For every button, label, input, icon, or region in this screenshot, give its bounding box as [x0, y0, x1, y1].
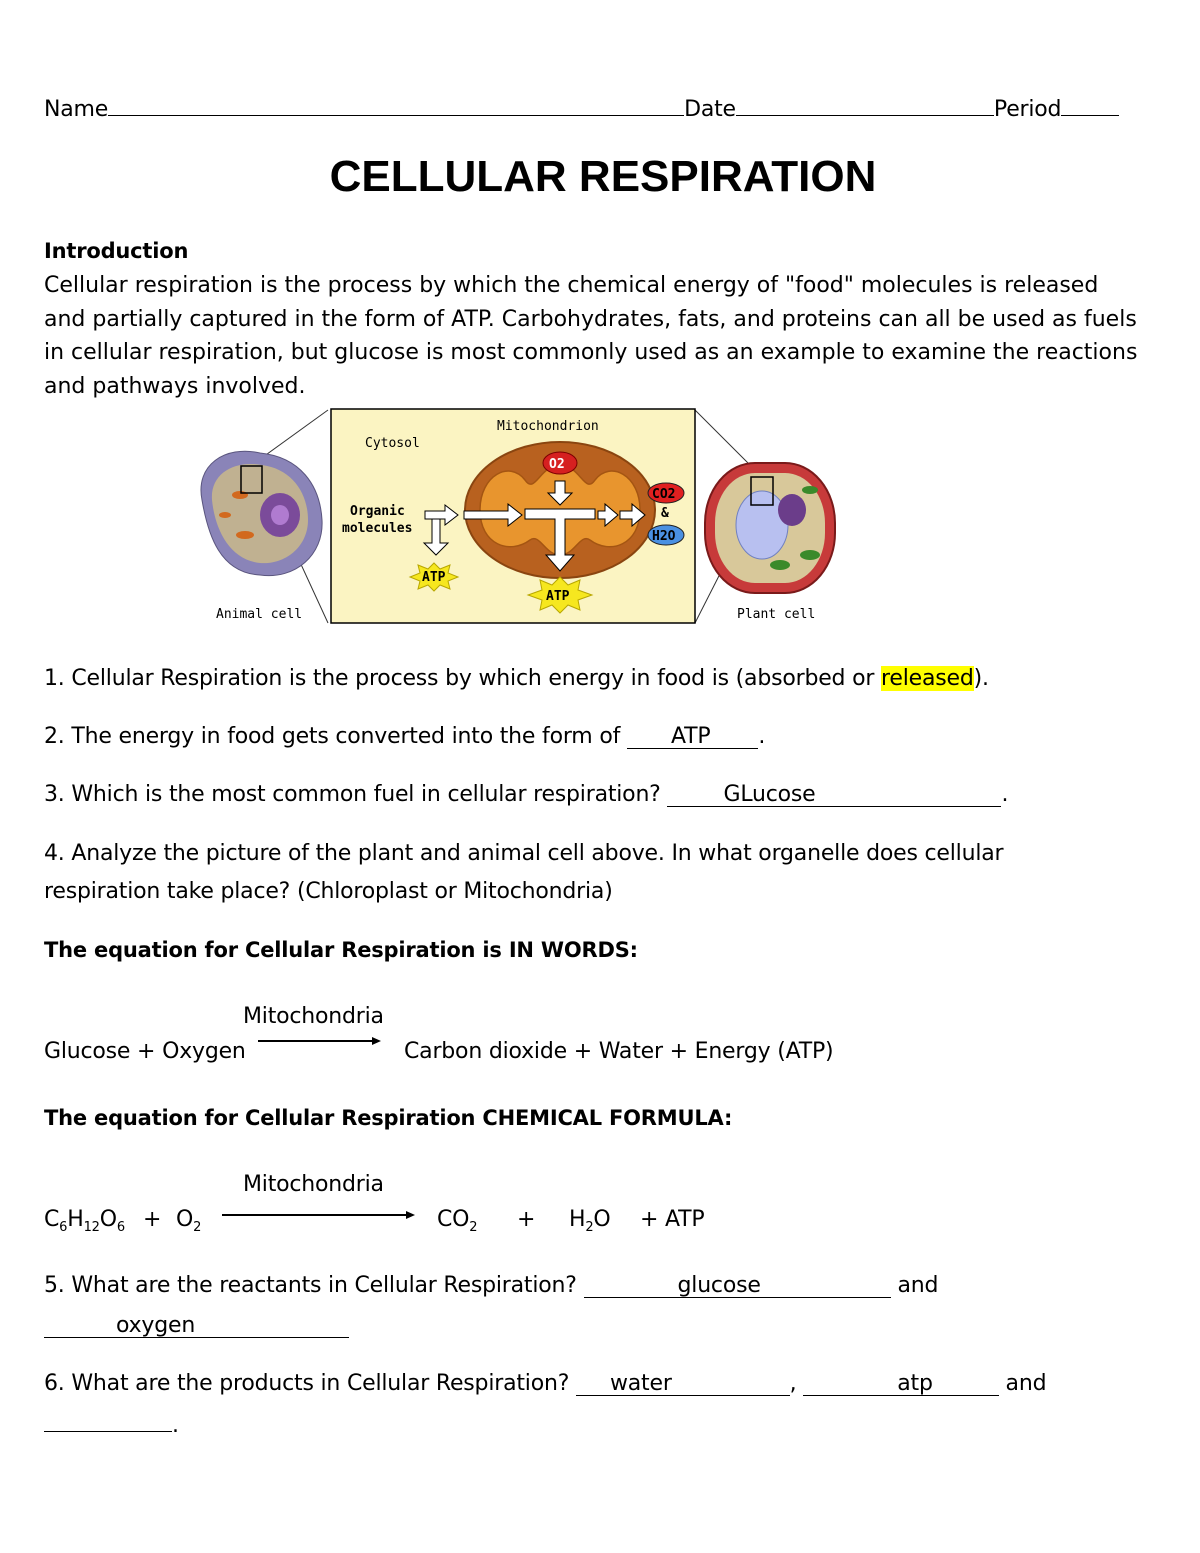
- name-label: Name: [44, 97, 109, 122]
- organic-label: Organic: [350, 504, 405, 519]
- intro-paragraph: Cellular respiration is the process by which the chemical energy of "food" molecules is released and partially captured in the form of ATP. Carbohydrates, fats, and proteins can all be used as fuels in cellular respiration, but glucose is most commonly used as an example to examine the reactions and pathways involved.: [44, 273, 1138, 400]
- name-blank[interactable]: [108, 97, 684, 116]
- molecules-label: molecules: [342, 521, 413, 536]
- question-5-line-1: 5. What are the reactants in Cellular Respiration? glucose and: [44, 1273, 939, 1298]
- words-catalyst: Mitochondria: [243, 1004, 384, 1029]
- atp-label-large: ATP: [546, 589, 570, 604]
- chem-plus-2: +: [517, 1207, 536, 1232]
- glucose-formula: $C_6H_{12}O_6$: [44, 1207, 125, 1235]
- q3-answer[interactable]: GLucose: [667, 784, 1001, 807]
- chem-catalyst: Mitochondria: [243, 1172, 384, 1197]
- question-1: 1. Cellular Respiration is the process by which energy in food is (absorbed or released).: [44, 666, 989, 691]
- q5-answer-2[interactable]: oxygen: [44, 1315, 349, 1338]
- page-title: CELLULAR RESPIRATION: [329, 152, 877, 201]
- h2o-label: H2O: [652, 529, 676, 544]
- animal-cell-illustration: [201, 451, 322, 575]
- q6-answer-1[interactable]: water: [576, 1373, 790, 1396]
- name-field: [44, 97, 1119, 122]
- o2-label: O2: [549, 457, 565, 472]
- words-equation-heading: The equation for Cellular Respiration is IN WORDS:: [44, 938, 638, 962]
- period-label: Period: [993, 97, 1062, 122]
- question-6-line-1: 6. What are the products in Cellular Respiration? water , atp and: [44, 1371, 1047, 1396]
- q6-answer-3[interactable]: [44, 1413, 172, 1432]
- chem-arrow-head: [406, 1211, 415, 1219]
- question-6-line-2: .: [44, 1413, 179, 1438]
- question-2: 2. The energy in food gets converted into the form of ATP .: [44, 724, 766, 749]
- animal-cell-label: Animal cell: [216, 607, 303, 622]
- atp-label-small: ATP: [422, 570, 446, 585]
- words-arrow-head: [372, 1037, 381, 1045]
- words-reactants: Glucose + Oxygen: [44, 1039, 246, 1064]
- question-4-line-1: 4. Analyze the picture of the plant and animal cell above. In what organelle does cellular: [44, 841, 1004, 866]
- question-5-line-2: [44, 1313, 349, 1338]
- q1-answer-highlight: released: [881, 666, 974, 691]
- chem-equation-heading: The equation for Cellular Respiration CHEMICAL FORMULA:: [44, 1106, 733, 1130]
- words-arrow-line: [258, 1040, 373, 1042]
- plant-cell-label: Plant cell: [737, 607, 816, 622]
- q6-answer-2[interactable]: atp: [803, 1373, 998, 1396]
- question-4-line-2: respiration take place? (Chloroplast or Mitochondria): [44, 879, 613, 904]
- cytosol-label: Cytosol: [365, 436, 420, 451]
- mitochondrion-label: Mitochondrion: [497, 419, 599, 434]
- water-formula: $H_2O$: [569, 1207, 611, 1235]
- q5-answer-1[interactable]: glucose: [584, 1275, 891, 1298]
- co2-formula: $CO_2$: [437, 1207, 478, 1235]
- question-3: 3. Which is the most common fuel in cellular respiration? GLucose .: [44, 782, 1009, 807]
- q2-answer[interactable]: ATP: [627, 726, 758, 749]
- date-label: Date: [684, 97, 736, 122]
- plant-cell-illustration: [705, 463, 835, 593]
- and-label: &: [661, 506, 669, 521]
- cellular-respiration-diagram: [180, 405, 845, 630]
- co2-label: CO2: [652, 487, 676, 502]
- chem-arrow-line: [222, 1214, 408, 1216]
- atp-formula: + ATP: [640, 1207, 705, 1232]
- words-products: Carbon dioxide + Water + Energy (ATP): [404, 1039, 834, 1064]
- oxygen-formula: $O_2$: [176, 1207, 202, 1235]
- chem-plus-1: +: [143, 1207, 162, 1232]
- period-blank[interactable]: [1061, 97, 1119, 116]
- intro-heading: Introduction: [44, 239, 189, 263]
- date-blank[interactable]: [736, 97, 994, 116]
